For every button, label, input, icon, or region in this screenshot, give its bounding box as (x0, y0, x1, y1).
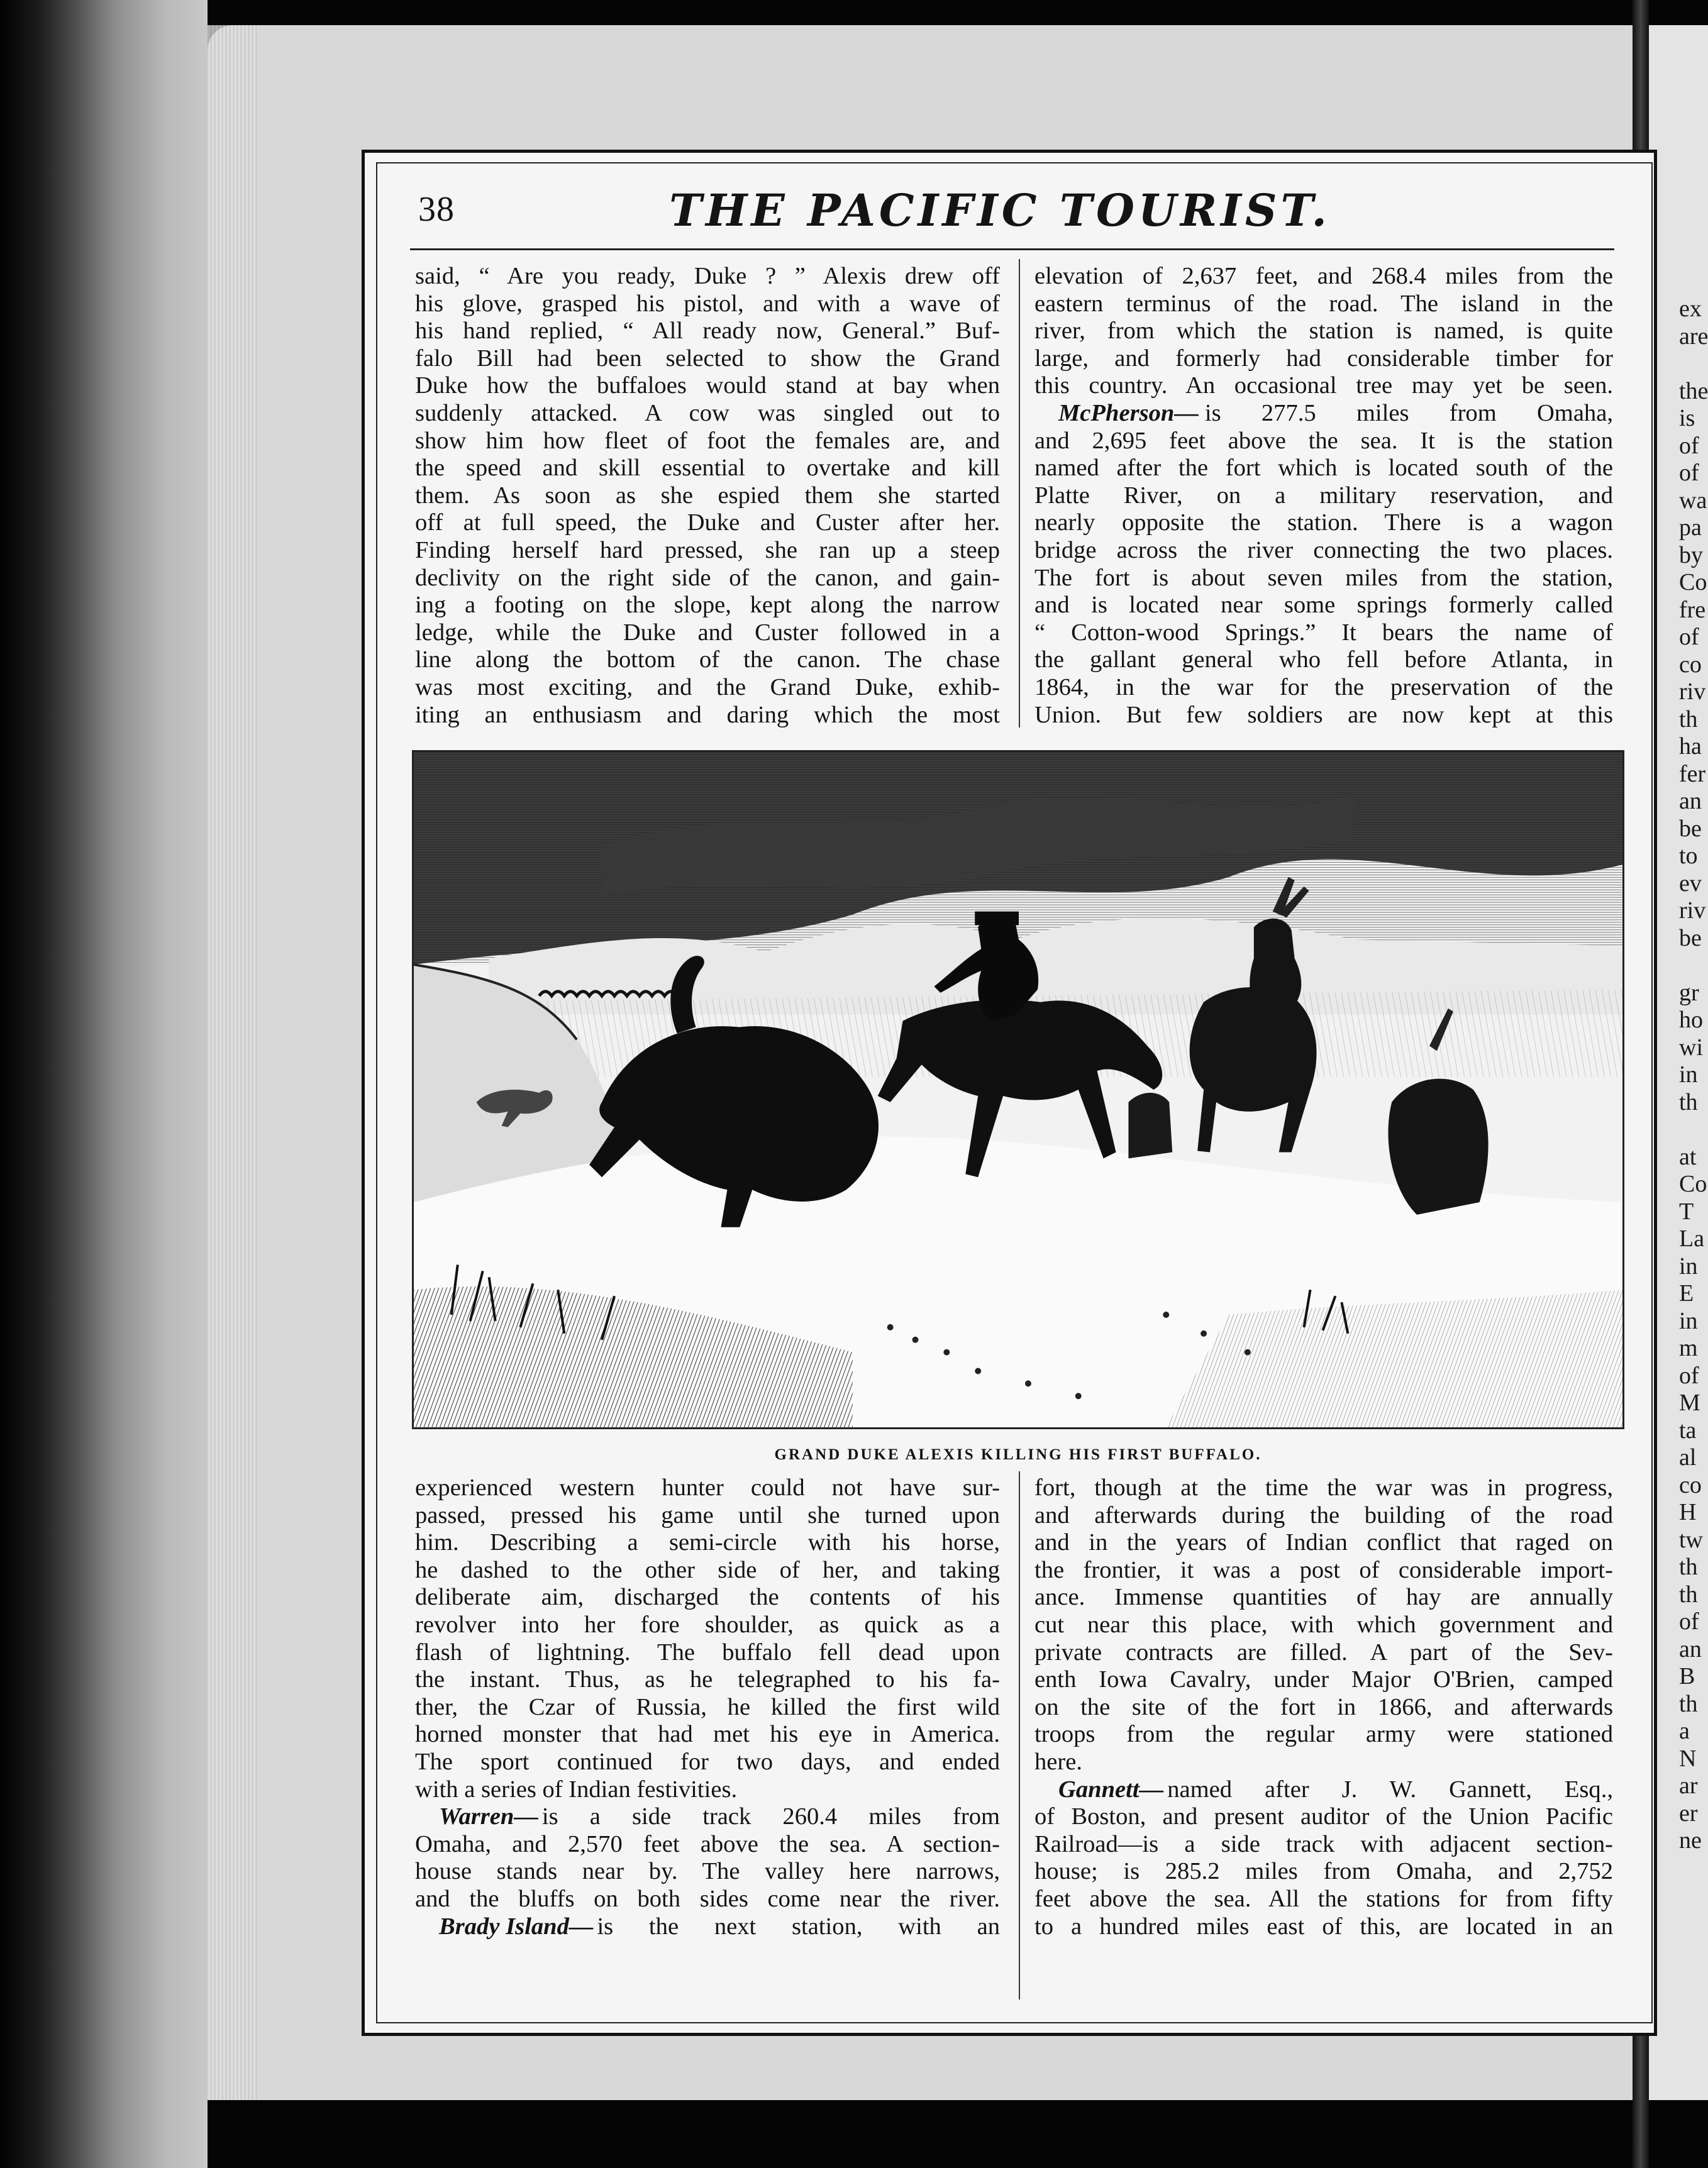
facing-page-fragment: riv (1679, 678, 1706, 705)
book-edge (0, 0, 208, 2168)
text-line: ledge, while the Duke and Custer followed in a (415, 619, 1000, 646)
facing-page-fragment (1679, 350, 1708, 378)
facing-page-fragment: E (1679, 1280, 1694, 1307)
facing-page-fragment: riv (1679, 897, 1706, 924)
facing-page-fragment: in (1679, 1253, 1698, 1280)
text-line: feet above the sea. All the stations for from fifty (1034, 1885, 1613, 1912)
text-line-rest: is 277.5 miles from Omaha, (1204, 399, 1613, 426)
text-line (415, 1913, 1000, 1941)
text-line: experienced western hunter could not have sur- (415, 1474, 1000, 1501)
column-divider-bottom (1019, 1471, 1020, 1999)
text-line: named after the fort which is located south of the (1034, 455, 1613, 482)
facing-page-fragment: M (1679, 1390, 1700, 1416)
text-line (415, 1803, 1000, 1831)
text-line: falo Bill had been selected to show the Grand (415, 345, 1000, 372)
facing-page-fragment: ha (1679, 733, 1702, 760)
text-line: off at full speed, the Duke and Custer after her. (415, 509, 1000, 536)
text-line: on the site of the fort in 1866, and afterwards (1034, 1693, 1613, 1720)
text-line: and 2,695 feet above the sea. It is the station (1034, 427, 1613, 454)
text-line: him. Describing a semi-circle with his horse, (415, 1529, 1000, 1556)
text-line: house stands near by. The valley here narrows, (415, 1858, 1000, 1885)
facing-page-fragment: is (1679, 405, 1695, 431)
station-name-gannett: Gannett— (1058, 1776, 1164, 1803)
facing-page-fragment: Co (1679, 1171, 1707, 1197)
text-line-rest: named after J. W. Gannett, Esq., (1167, 1776, 1613, 1803)
text-line: line along the bottom of the canon. The chase (415, 646, 1000, 673)
facing-page-fragment: a (1679, 1718, 1690, 1744)
text-line: and afterwards during the building of the road (1034, 1502, 1613, 1529)
facing-page-fragment: ev (1679, 870, 1702, 897)
text-line: Union. But few soldiers are now kept at this (1034, 701, 1613, 728)
facing-page-fragment: are (1679, 323, 1708, 350)
text-line: 1864, in the war for the preservation of the (1034, 673, 1613, 700)
facing-page-fragment: be (1679, 924, 1702, 951)
station-name-brady-island: Brady Island— (439, 1913, 594, 1940)
text-line: deliberate aim, discharged the contents of his (415, 1584, 1000, 1611)
facing-page-fragment: of (1679, 624, 1699, 650)
text-line: private contracts are filled. A part of the Sev- (1034, 1639, 1613, 1666)
text-line: he dashed to the other side of her, and taking (415, 1556, 1000, 1583)
column-top-left (415, 263, 1000, 729)
text-line: declivity on the right side of the canon, and gain- (415, 564, 1000, 591)
text-line (1034, 400, 1613, 428)
text-line: ance. Immense quantities of hay are annually (1034, 1584, 1613, 1611)
text-line-rest: is the next station, with an (597, 1913, 1000, 1940)
facing-page-fragment: H (1679, 1499, 1697, 1525)
column-top-right (1034, 263, 1613, 729)
text-line: the frontier, it was a post of considerable import- (1034, 1556, 1613, 1583)
text-line: show him how fleet of foot the females are, and (415, 427, 1000, 454)
station-name-warren: Warren— (439, 1803, 538, 1830)
facing-page-fragment: of (1679, 1608, 1699, 1635)
buffalo-hunt-engraving (414, 752, 1622, 1427)
facing-page-fragment: of (1679, 432, 1699, 459)
text-line: Omaha, and 2,570 feet above the sea. A section- (415, 1830, 1000, 1857)
text-line: The fort is about seven miles from the station, (1034, 564, 1613, 591)
facing-page-fragment: N (1679, 1745, 1697, 1772)
facing-page-fragment: ar (1679, 1773, 1698, 1799)
text-line: enth Iowa Cavalry, under Major O'Brien, camped (1034, 1666, 1613, 1693)
text-line: suddenly attacked. A cow was singled out to (415, 399, 1000, 426)
text-line: horned monster that had met his eye in America. (415, 1721, 1000, 1748)
text-line: river, from which the station is named, is quite (1034, 318, 1613, 345)
facing-page-fragment: m (1679, 1335, 1698, 1361)
facing-page-fragment: B (1679, 1663, 1695, 1690)
text-line: Finding herself hard pressed, she ran up a steep (415, 536, 1000, 563)
facing-page-fragment: th (1679, 1690, 1698, 1717)
text-line: nearly opposite the station. There is a wagon (1034, 509, 1613, 536)
facing-page-fragment: al (1679, 1444, 1697, 1471)
text-line: of Boston, and present auditor of the Union Pacific (1034, 1803, 1613, 1830)
text-line: The sport continued for two days, and ended (415, 1748, 1000, 1775)
facing-page-fragment: fer (1679, 760, 1706, 787)
header-rule (410, 248, 1614, 250)
facing-page-fragment: ta (1679, 1417, 1697, 1444)
text-line: flash of lightning. The buffalo fell dead upon (415, 1639, 1000, 1666)
facing-page-fragment: the (1679, 377, 1708, 404)
facing-page-fragment: wa (1679, 487, 1707, 514)
text-line: the instant. Thus, as he telegraphed to his fa- (415, 1666, 1000, 1693)
text-line: Railroad—is a side track with adjacent section- (1034, 1830, 1613, 1857)
page-number: 38 (418, 190, 455, 229)
facing-page-fragment: in (1679, 1307, 1698, 1334)
text-line: troops from the regular army were stationed (1034, 1721, 1613, 1748)
text-line-rest: is a side track 260.4 miles from (541, 1803, 1000, 1830)
text-line: house; is 285.2 miles from Omaha, and 2,752 (1034, 1858, 1613, 1885)
facing-page-fragment: an (1679, 1635, 1702, 1662)
column-bottom-right (1034, 1474, 1613, 1940)
facing-page-fragment: er (1679, 1800, 1698, 1827)
text-line: ther, the Czar of Russia, he killed the first wild (415, 1693, 1000, 1720)
facing-page-fragment: gr (1679, 979, 1699, 1006)
text-line: here. (1034, 1748, 1083, 1775)
facing-page-fragment: by (1679, 541, 1703, 568)
column-divider-top (1019, 259, 1020, 727)
facing-page-fragment: wi (1679, 1034, 1703, 1061)
text-line: fort, though at the time the war was in progress, (1034, 1474, 1613, 1501)
text-line: them. As soon as she espied them she started (415, 482, 1000, 509)
facing-page-fragment: ex (1679, 296, 1702, 322)
facing-page-fragment: be (1679, 815, 1702, 842)
facing-page (1649, 25, 1708, 2100)
facing-page-fragment: in (1679, 1061, 1698, 1088)
text-line (1034, 1776, 1613, 1804)
text-line: the gallant general who fell before Atlanta, in (1034, 646, 1613, 673)
facing-page-fragment: co (1679, 1471, 1702, 1498)
text-line: cut near this place, with which government and (1034, 1611, 1613, 1638)
running-head: THE PACIFIC TOURIST. (669, 184, 1331, 236)
facing-page-fragment: Co (1679, 569, 1707, 595)
text-line: was most exciting, and the Grand Duke, exhib- (415, 673, 1000, 700)
facing-page-fragment: ne (1679, 1827, 1702, 1854)
facing-page-fragment: tw (1679, 1526, 1703, 1553)
facing-page-fragment: to (1679, 843, 1698, 869)
facing-page-fragment: of (1679, 1362, 1699, 1389)
text-line: passed, pressed his game until she turned upon (415, 1502, 1000, 1529)
facing-page-fragment: th (1679, 1088, 1698, 1115)
facing-page-fragment (1679, 952, 1708, 980)
illustration-caption: GRAND DUKE ALEXIS KILLING HIS FIRST BUFFALO. (774, 1446, 1262, 1463)
text-line: said, “ Are you ready, Duke ? ” Alexis drew off (415, 263, 1000, 289)
text-line: elevation of 2,637 feet, and 268.4 miles from the (1034, 263, 1613, 289)
text-line: to a hundred miles east of this, are located in an (1034, 1913, 1613, 1940)
text-line: and in the years of Indian conflict that raged on (1034, 1529, 1613, 1556)
text-line: Duke how the buffaloes would stand at bay when (415, 372, 1000, 399)
text-line: his glove, grasped his pistol, and with a wave of (415, 290, 1000, 317)
station-name-mcpherson: McPherson— (1058, 399, 1199, 426)
facing-page-fragment: an (1679, 788, 1702, 814)
facing-page-fragment: ho (1679, 1007, 1703, 1033)
text-line: eastern terminus of the road. The island in the (1034, 290, 1613, 317)
text-line: revolver into her fore shoulder, as quick as a (415, 1611, 1000, 1638)
facing-page-fragment: at (1679, 1143, 1697, 1170)
facing-page-text (1679, 296, 1708, 1855)
facing-page-fragment: of (1679, 460, 1699, 486)
facing-page-fragment: th (1679, 1581, 1698, 1608)
facing-page-fragment: th (1679, 705, 1698, 733)
text-line: with a series of Indian festivities. (415, 1776, 738, 1803)
facing-page-fragment (1679, 1116, 1708, 1144)
text-line: and the bluffs on both sides come near the river. (415, 1885, 1000, 1912)
facing-page-fragment: co (1679, 651, 1702, 678)
text-line: ing a footing on the slope, kept along the narrow (415, 592, 1000, 619)
facing-page-fragment: La (1679, 1225, 1705, 1252)
facing-page-fragment: th (1679, 1554, 1698, 1580)
text-line: “ Cotton-wood Springs.” It bears the name of (1034, 619, 1613, 646)
facing-page-fragment: T (1679, 1198, 1694, 1225)
text-line: Platte River, on a military reservation, and (1034, 482, 1613, 509)
text-line: and is located near some springs formerly called (1034, 592, 1613, 619)
text-line: the speed and skill essential to overtake and kill (415, 455, 1000, 482)
engraving-illustration (412, 750, 1624, 1429)
facing-page-fragment: fre (1679, 596, 1706, 623)
text-line: iting an enthusiasm and daring which the most (415, 701, 1000, 728)
text-line: large, and formerly had considerable timber for (1034, 345, 1613, 372)
text-line: this country. An occasional tree may yet be seen. (1034, 372, 1613, 399)
text-line: his hand replied, “ All ready now, General.” Buf- (415, 318, 1000, 345)
facing-page-fragment: pa (1679, 514, 1702, 541)
column-bottom-left (415, 1474, 1000, 1940)
text-line: bridge across the river connecting the two places. (1034, 536, 1613, 563)
